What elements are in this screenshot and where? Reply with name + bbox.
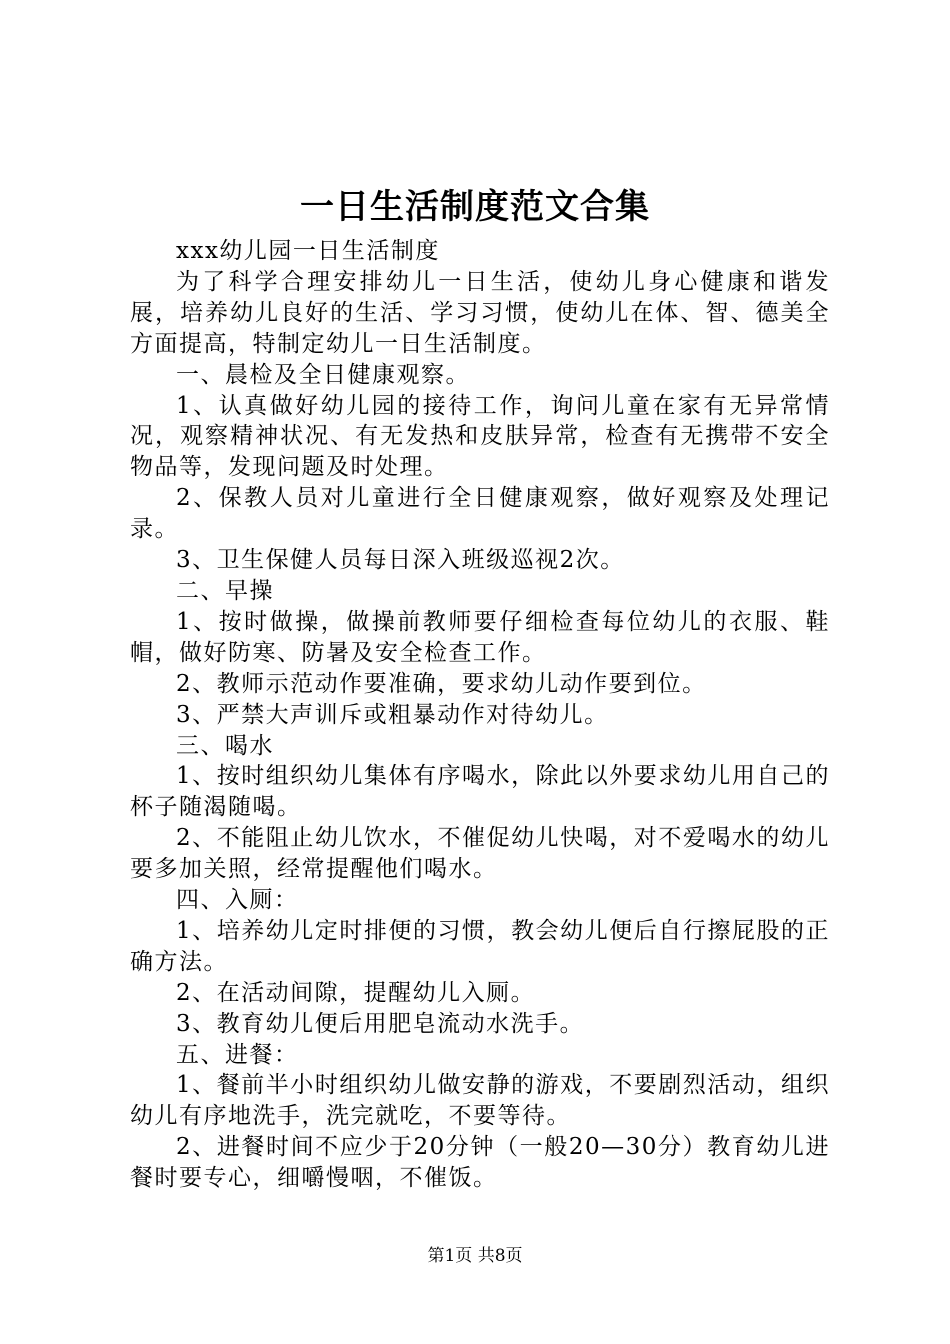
paragraph: 2、在活动间隙，提醒幼儿入厕。 <box>176 979 536 1006</box>
document-body <box>130 236 830 1194</box>
paragraph: 2、保教人员对儿童进行全日健康观察，做好观察及处理记录。 <box>130 485 830 543</box>
paragraph: 1、培养幼儿定时排便的习惯，教会幼儿便后自行擦屁股的正确方法。 <box>130 917 830 975</box>
paragraph: 3、严禁大声训斥或粗暴动作对待幼儿。 <box>176 701 609 728</box>
section-heading-morning-check: 一、晨检及全日健康观察。 <box>176 361 470 388</box>
paragraph: 3、教育幼儿便后用肥皂流动水洗手。 <box>176 1010 585 1037</box>
section-heading-morning-exercise: 二、早操 <box>176 577 274 604</box>
page-footer: 第1页 共8页 <box>427 1246 523 1266</box>
paragraph: 为了科学合理安排幼儿一日生活，使幼儿身心健康和谐发展，培养幼儿良好的生活、学习习惯，使幼儿在体、智、德美全方面提高，特制定幼儿一日生活制度。 <box>130 268 830 357</box>
paragraph: 2、教师示范动作要准确，要求幼儿动作要到位。 <box>176 670 707 697</box>
paragraph: 1、餐前半小时组织幼儿做安静的游戏，不要剧烈活动，组织幼儿有序地洗手，洗完就吃，不要等待。 <box>130 1072 830 1130</box>
paragraph: 3、卫生保健人员每日深入班级巡视2次。 <box>176 547 625 574</box>
paragraph: 2、进餐时间不应少于20分钟（一般20—30分）教育幼儿进餐时要专心，细嚼慢咽，不催饭。 <box>130 1134 830 1192</box>
section-heading-drinking-water: 三、喝水 <box>176 732 274 759</box>
paragraph: 2、不能阻止幼儿饮水，不催促幼儿快喝，对不爱喝水的幼儿要多加关照，经常提醒他们喝水。 <box>130 825 830 883</box>
section-heading-toilet: 四、入厕： <box>176 887 299 914</box>
paragraph: 1、按时做操，做操前教师要仔细检查每位幼儿的衣服、鞋帽，做好防寒、防暑及安全检查工作。 <box>130 608 830 666</box>
section-heading-meals: 五、进餐： <box>176 1041 299 1068</box>
paragraph: 1、按时组织幼儿集体有序喝水，除此以外要求幼儿用自己的杯子随渴随喝。 <box>130 763 830 821</box>
document-title: 一日生活制度范文合集 <box>300 187 650 227</box>
paragraph-heading-intro: xxx幼儿园一日生活制度 <box>176 238 440 264</box>
paragraph: 1、认真做好幼儿园的接待工作，询问儿童在家有无异常情况，观察精神状况、有无发热和皮肤异常，检查有无携带不安全物品等，发现问题及时处理。 <box>130 392 830 481</box>
